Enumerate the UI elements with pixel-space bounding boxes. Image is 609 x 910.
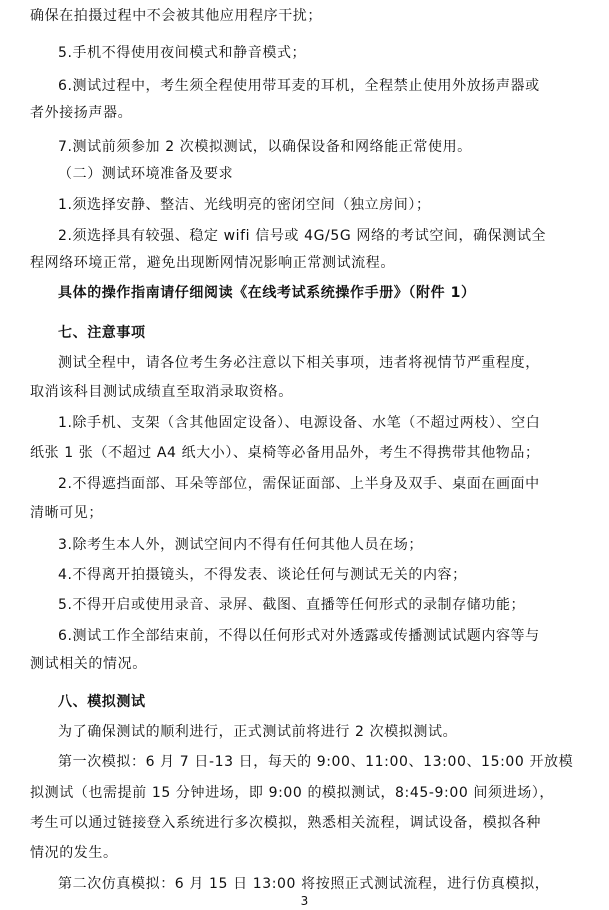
guide-note: 具体的操作指南请仔细阅读《在线考试系统操作手册》（附件 1） bbox=[58, 285, 476, 301]
paragraph-line: 纸张 1 张（不超过 A4 纸大小）、桌椅等必备用品外，考生不得携带其他物品； bbox=[30, 445, 540, 461]
paragraph-line: 程网络环境正常，避免出现断网情况影响正常测试流程。 bbox=[30, 255, 395, 271]
paragraph-line: 拟测试（也需提前 15 分钟进场，即 9:00 的模拟测试，8:45-9:00 间须进场）， bbox=[30, 785, 555, 801]
paragraph-line: 第一次模拟：6 月 7 日-13 日，每天的 9:00、11:00、13:00、15:00 开放模 bbox=[58, 754, 574, 770]
paragraph-line: 确保在拍摄过程中不会被其他应用程序干扰； bbox=[30, 8, 322, 24]
section-heading-8: 八、模拟测试 bbox=[58, 694, 146, 710]
list-item-3: 3.除考生本人外，测试空间内不得有任何其他人员在场； bbox=[58, 537, 423, 553]
paragraph-line: 测试相关的情况。 bbox=[30, 656, 147, 672]
section-heading-7: 七、注意事项 bbox=[58, 325, 146, 341]
paragraph-line: 考生可以通过链接登入系统进行多次模拟，熟悉相关流程，调试设备，模拟各种 bbox=[30, 815, 541, 831]
paragraph-line: 取消该科目测试成绩直至取消录取资格。 bbox=[30, 384, 293, 400]
list-item-7: 7.测试前须参加 2 次模拟测试，以确保设备和网络能正常使用。 bbox=[58, 139, 472, 155]
paragraph-line: 者外接扬声器。 bbox=[30, 105, 133, 121]
paragraph-line: 第二次仿真模拟：6 月 15 日 13:00 将按照正式测试流程，进行仿真模拟， bbox=[58, 876, 550, 892]
list-item-6: 6.测试过程中，考生须全程使用带耳麦的耳机，全程禁止使用外放扬声器或 bbox=[58, 78, 540, 94]
subsection-heading: （二）测试环境准备及要求 bbox=[58, 166, 234, 182]
paragraph-line: 情况的发生。 bbox=[30, 845, 118, 861]
list-item-4: 4.不得离开拍摄镜头，不得发表、谈论任何与测试无关的内容； bbox=[58, 567, 467, 583]
paragraph-line: 测试全程中，请各位考生务必注意以下相关事项，违者将视情节严重程度， bbox=[58, 355, 540, 371]
list-item-2: 2.不得遮挡面部、耳朵等部位，需保证面部、上半身及双手、桌面在画面中 bbox=[58, 476, 540, 492]
list-item-5: 5.不得开启或使用录音、录屏、截图、直播等任何形式的录制存储功能； bbox=[58, 597, 526, 613]
list-item-6: 6.测试工作全部结束前，不得以任何形式对外透露或传播测试试题内容等与 bbox=[58, 628, 540, 644]
list-item-1: 1.除手机、支架（含其他固定设备）、电源设备、水笔（不超过两枝）、空白 bbox=[58, 415, 541, 431]
page-number: 3 bbox=[300, 894, 309, 908]
paragraph-line: 为了确保测试的顺利进行，正式测试前将进行 2 次模拟测试。 bbox=[58, 724, 458, 740]
paragraph-line: 清晰可见； bbox=[30, 505, 103, 521]
list-item-1: 1.须选择安静、整洁、光线明亮的密闭空间（独立房间）； bbox=[58, 197, 431, 213]
list-item-2: 2.须选择具有较强、稳定 wifi 信号或 4G/5G 网络的考试空间，确保测试全 bbox=[58, 228, 547, 244]
list-item-5: 5.手机不得使用夜间模式和静音模式； bbox=[58, 45, 307, 61]
